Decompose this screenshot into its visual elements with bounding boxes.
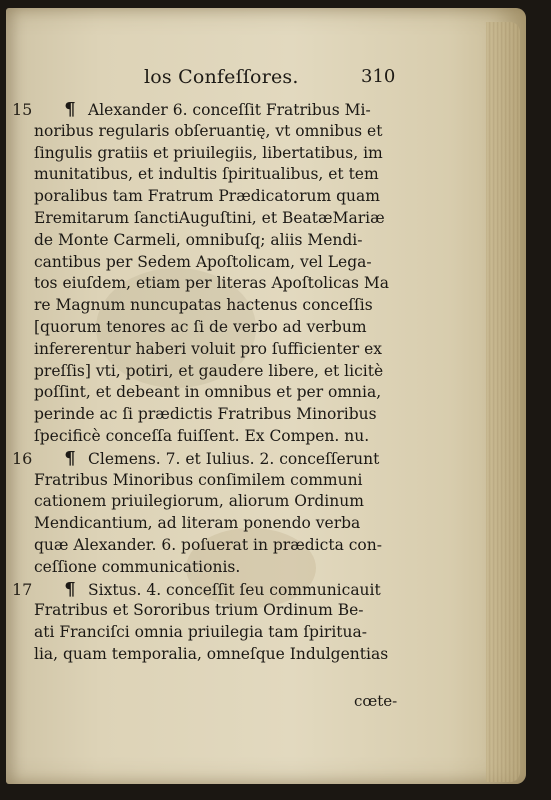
line-text: Sixtus. 4. conceſſit ſeu communicauit	[88, 580, 381, 599]
marginal-number: 17	[12, 579, 33, 599]
line-text: [quorum tenores ac ſi de verbo ad verbum	[34, 317, 367, 336]
line-text: ſingulis gratiis et priuilegiis, libertatibus, im	[34, 143, 383, 162]
text-line	[12, 535, 427, 557]
line-text: munitatibus, et indultis ſpiritualibus, et tem	[34, 165, 379, 184]
line-text: perinde ac ſi prædictis Fratribus Minoribus	[34, 405, 377, 424]
line-text: de Monte Carmeli, omnibuſq; aliis Mendi-	[34, 230, 363, 249]
text-line	[12, 622, 427, 644]
line-text: cationem priuilegiorum, aliorum Ordinum	[34, 492, 364, 511]
text-line	[12, 513, 427, 535]
paper-leaf	[6, 8, 526, 784]
text-line	[12, 579, 427, 601]
catchword: cœte-	[354, 692, 398, 710]
text-line	[12, 164, 427, 186]
text-line	[12, 339, 427, 361]
text-line	[12, 426, 427, 448]
line-text: ſpecificè conceſſa fuiſſent. Ex Compen. nu.	[34, 426, 370, 445]
text-line	[12, 121, 427, 143]
line-text: Alexander 6. conceſſit Fratribus Mi-	[88, 101, 371, 119]
line-text: Fratribus et Sororibus trium Ordinum Be-	[34, 601, 364, 620]
marginal-number: 15	[12, 100, 33, 119]
text-line	[12, 252, 427, 274]
line-text: ati Franciſci omnia priuilegia tam ſpiritua-	[34, 623, 367, 642]
text-line	[12, 491, 427, 513]
pilcrow-icon: ¶	[64, 447, 76, 469]
line-text: re Magnum nuncupatas hactenus conceſſis	[34, 296, 373, 315]
line-text: lia, quam temporalia, omneſque Indulgentias	[34, 644, 389, 663]
line-text: poralibus tam Fratrum Prædicatorum quam	[34, 187, 380, 206]
text-line	[12, 230, 427, 252]
folio-number: 310	[361, 66, 396, 87]
text-line	[12, 644, 427, 666]
line-text: preſſis] vti, potiri, et gaudere libere, et licitè	[34, 361, 384, 380]
text-line	[12, 600, 427, 622]
text-line	[12, 186, 427, 208]
text-line	[12, 448, 427, 470]
line-text: tos eiuſdem, etiam per literas Apoſtolicas Ma	[34, 274, 390, 293]
line-text: noribus regularis obſeruantię, vt omnibus et	[34, 121, 383, 140]
line-text: quæ Alexander. 6. poſuerat in prædicta con-	[34, 535, 382, 554]
text-line	[12, 361, 427, 383]
line-text: Clemens. 7. et Iulius. 2. conceſſerunt	[88, 449, 380, 468]
text-line	[12, 557, 427, 579]
line-text: infererentur haberi voluit pro ſufficienter ex	[34, 339, 383, 358]
pilcrow-icon: ¶	[64, 99, 76, 120]
text-line	[12, 382, 427, 404]
text-line	[12, 273, 427, 295]
text-line	[12, 295, 427, 317]
text-line	[12, 404, 427, 426]
line-text: Eremitarum ſanctiAuguſtini, et BeatæMariæ	[34, 208, 385, 227]
text-line	[12, 208, 427, 230]
text-line	[12, 99, 427, 121]
text-line	[12, 317, 427, 339]
running-head	[6, 66, 526, 96]
line-text: cantibus per Sedem Apoſtolicam, vel Lega-	[34, 252, 372, 271]
main-text	[12, 99, 427, 666]
marginal-number: 16	[12, 448, 33, 468]
page-edge-shadow	[486, 22, 520, 782]
line-text: poſſint, et debeant in omnibus et per omnia,	[34, 383, 382, 402]
text-line	[12, 143, 427, 165]
line-text: ceſſione communicationis.	[34, 557, 241, 576]
pilcrow-icon: ¶	[64, 578, 76, 600]
line-text: Fratribus Minoribus conſimilem communi	[34, 470, 363, 489]
line-text: Mendicantium, ad literam ponendo verba	[34, 514, 361, 533]
text-line	[12, 470, 427, 492]
running-title: los Confeſſores.	[144, 66, 299, 88]
